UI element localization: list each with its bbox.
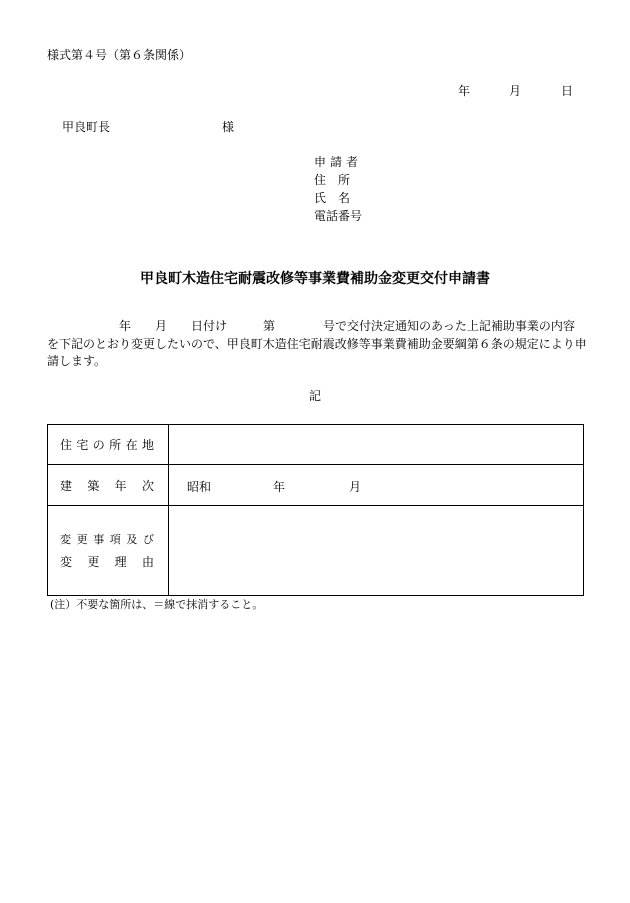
recipient-name: 甲良町長 <box>62 120 111 134</box>
form-number: 様式第４号（第６条関係） <box>47 48 192 62</box>
body-line-rest: を下記のとおり変更したいので、甲良町木造住宅耐震改修等事業費補助金要綱第６条の規定により申請します。 <box>47 336 587 368</box>
phone-label: 電話番号 <box>314 209 363 223</box>
location-value-cell[interactable] <box>169 425 584 465</box>
build-year-unit: 年 <box>273 480 286 494</box>
address-label: 住 所 <box>314 173 351 187</box>
build-year-value-cell[interactable] <box>169 465 584 506</box>
name-label: 氏 名 <box>314 191 351 205</box>
applicant-block <box>314 156 362 228</box>
date-year: 年 <box>458 84 471 98</box>
body-line-1: 年 月 日付け 第 号で交付決定通知のあった上記補助事業の内容 <box>47 319 575 333</box>
date-day: 日 <box>561 84 574 98</box>
change-value-cell[interactable] <box>169 506 584 596</box>
date-month: 月 <box>509 84 522 98</box>
footnote: (注）不要な箇所は、＝線で抹消すること。 <box>50 598 264 611</box>
table-row-build-year <box>48 465 584 506</box>
table-row-location <box>48 425 584 465</box>
ki-heading: 記 <box>308 389 321 403</box>
detail-table <box>47 424 584 596</box>
location-label: 住 宅 の 所 在 地 <box>48 425 169 465</box>
build-month-unit: 月 <box>349 480 362 494</box>
recipient-honorific: 様 <box>222 120 235 134</box>
build-year-label: 建 築 年 次 <box>48 465 169 506</box>
applicant-label: 申請者 <box>314 155 363 169</box>
body-paragraph <box>47 318 587 371</box>
table-row-change <box>48 506 584 596</box>
change-label: 変 更 事 項 及 び 変 更 理 由 <box>48 506 169 596</box>
document-title: 甲良町木造住宅耐震改修等事業費補助金変更交付申請書 <box>140 271 490 287</box>
era-showa: 昭和 <box>187 480 212 494</box>
